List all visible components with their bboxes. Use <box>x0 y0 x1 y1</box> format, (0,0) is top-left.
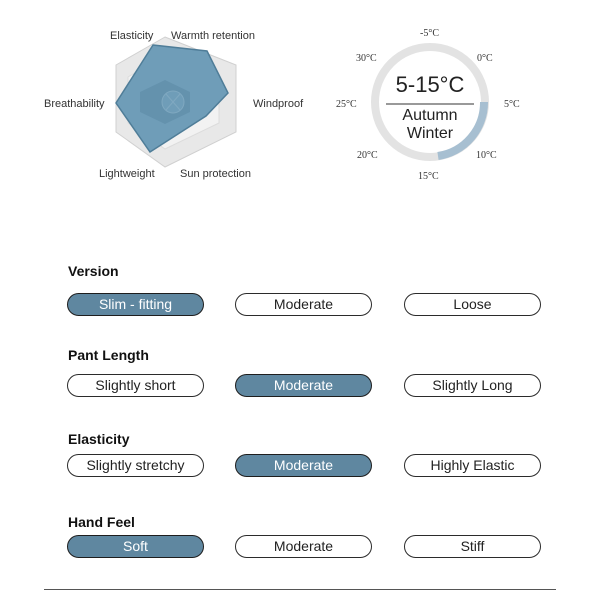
section-title-pant-length: Pant Length <box>68 347 149 363</box>
option-hand-feel-soft[interactable]: Soft <box>67 535 204 558</box>
temp-tick-20: 20°C <box>357 150 378 161</box>
radar-label-breathability: Breathability <box>44 98 105 110</box>
option-version-moderate[interactable]: Moderate <box>235 293 372 316</box>
radar-label-windproof: Windproof <box>253 98 304 110</box>
option-elasticity-highly-elastic[interactable]: Highly Elastic <box>404 454 541 477</box>
temp-tick-5: 5°C <box>504 99 520 110</box>
section-title-elasticity: Elasticity <box>68 431 130 447</box>
season-line-2: Winter <box>406 125 454 142</box>
radar-label-lightweight: Lightweight <box>99 168 155 180</box>
temp-tick-minus-5: -5°C <box>420 28 439 39</box>
option-version-loose[interactable]: Loose <box>404 293 541 316</box>
option-hand-feel-stiff[interactable]: Stiff <box>404 535 541 558</box>
section-title-hand-feel: Hand Feel <box>68 514 135 530</box>
option-elasticity-moderate[interactable]: Moderate <box>235 454 372 477</box>
option-pant-length-moderate[interactable]: Moderate <box>235 374 372 397</box>
temp-tick-15: 15°C <box>418 171 439 182</box>
temp-tick-30: 30°C <box>356 53 377 64</box>
radar-label-sun-protection: Sun protection <box>180 168 251 180</box>
season-line-1: Autumn <box>402 107 458 124</box>
bottom-divider <box>44 589 556 590</box>
option-hand-feel-moderate[interactable]: Moderate <box>235 535 372 558</box>
option-version-slim-fitting[interactable]: Slim - fitting <box>67 293 204 316</box>
temperature-range: 5-15°C <box>395 72 465 97</box>
radar-label-elasticity: Elasticity <box>110 30 154 42</box>
section-title-version: Version <box>68 263 119 279</box>
temp-tick-25: 25°C <box>336 99 357 110</box>
temp-tick-10: 10°C <box>476 150 497 161</box>
option-pant-length-slightly-short[interactable]: Slightly short <box>67 374 204 397</box>
radar-label-warmth-retention: Warmth retention <box>171 30 255 42</box>
temp-tick-0: 0°C <box>477 53 493 64</box>
option-pant-length-slightly-long[interactable]: Slightly Long <box>404 374 541 397</box>
option-elasticity-slightly-stretchy[interactable]: Slightly stretchy <box>67 454 204 477</box>
